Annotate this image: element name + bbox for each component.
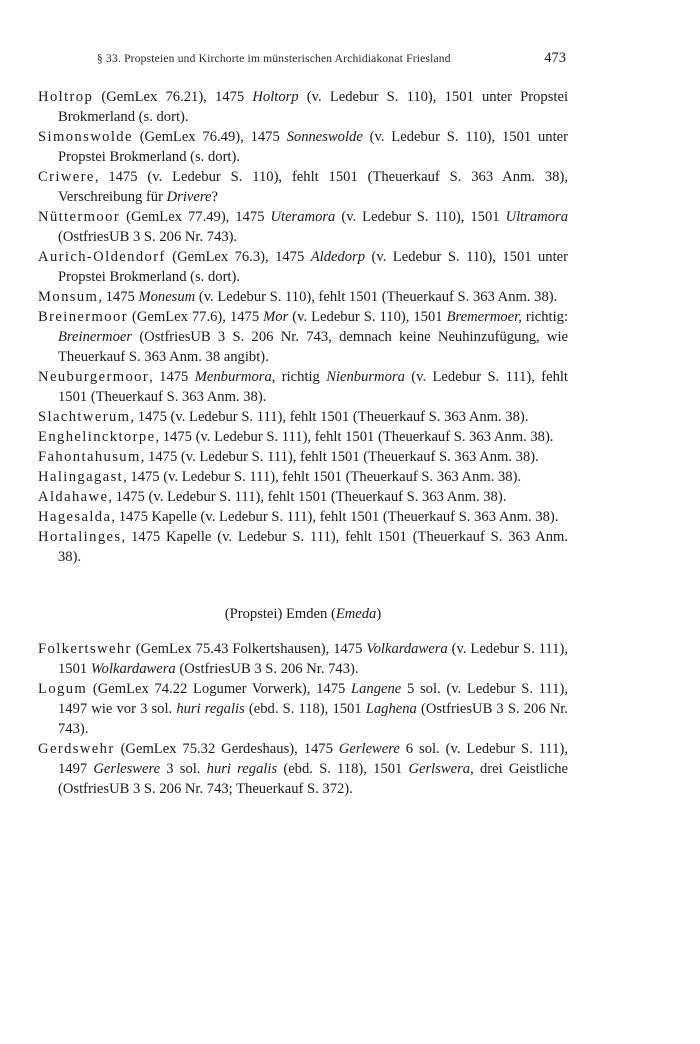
entry-list-bottom <box>38 639 568 799</box>
italic-text: Monesum <box>138 289 196 305</box>
italic-text: Gerlewere <box>338 741 400 757</box>
entry-text: (v. Ledebur S. 111), fehlt 1501 (Theuerkauf S. 363 Anm. 38). <box>58 369 568 405</box>
place-name: Holtrop <box>38 89 94 105</box>
italic-text: Menburmora <box>194 369 272 385</box>
place-entry <box>38 307 568 367</box>
place-entry <box>38 247 568 287</box>
place-entry <box>38 487 568 507</box>
entry-text: (v. Ledebur S. 110), 1501 unter Propstei Brokmerland (s. dort). <box>58 249 568 285</box>
entry-text: (GemLex 76.21), 1475 <box>93 89 253 105</box>
place-name: Logum <box>38 681 88 697</box>
entry-text: (v. Ledebur S. 110), 1501 <box>335 209 506 225</box>
place-entry <box>38 407 568 427</box>
entry-text: , 1475 Kapelle (v. Ledebur S. 111), fehlt 1501 (Theuerkauf S. 363 Anm. 38). <box>111 509 559 525</box>
entry-text: (GemLex 74.22 Logumer Vorwerk), 1475 <box>87 681 352 697</box>
place-entry <box>38 507 568 527</box>
italic-text: Gerlswera, <box>408 761 474 777</box>
entry-text: , 1475 (v. Ledebur S. 111), fehlt 1501 (Theuerkauf S. 363 Anm. 38). <box>123 469 522 485</box>
italic-text: Uteramora <box>270 209 336 225</box>
entry-text: , richtig <box>271 369 327 385</box>
entry-text: ? <box>211 189 218 205</box>
entry-text: , 1475 (v. Ledebur S. 111), fehlt 1501 (Theuerkauf S. 363 Anm. 38). <box>140 449 539 465</box>
place-entry <box>38 367 568 407</box>
entry-text: , 1475 Kapelle (v. Ledebur S. 111), fehlt 1501 (Theuerkauf S. 363 Anm. 38). <box>58 529 568 565</box>
entry-text: 3 sol. <box>160 761 207 777</box>
italic-text: Holtorp <box>252 89 299 105</box>
place-name: Hortalinges <box>38 529 122 545</box>
place-name: Gerdswehr <box>38 741 115 757</box>
entry-text: (v. Ledebur S. 110), 1501 unter Propstei Brokmerland (s. dort). <box>58 89 568 125</box>
entry-text: (v. Ledebur S. 111), 1501 <box>58 641 568 677</box>
place-name: Enghelincktorpe <box>38 429 156 445</box>
entry-text: richtig: <box>521 309 568 325</box>
place-entry <box>38 527 568 567</box>
entry-text: (OstfriesUB 3 S. 206 Nr. 743). <box>58 701 568 737</box>
place-name: Simonswolde <box>38 129 133 145</box>
entry-text: (GemLex 76.3), 1475 <box>165 249 311 265</box>
italic-text: Drivere <box>166 189 212 205</box>
italic-text: Aldedorp <box>310 249 366 265</box>
italic-text: Ultramora <box>505 209 568 225</box>
entry-text: , 1475 (v. Ledebur S. 110), fehlt 1501 (Theuerkauf S. 363 Anm. 38), Verschreibung für <box>58 169 568 205</box>
italic-text: huri regalis <box>176 701 245 717</box>
entry-text: (OstfriesUB 3 S. 206 Nr. 743, demnach keine Neuhinzufügung, wie Theuerkauf S. 363 Anm. 38 angibt). <box>58 329 568 365</box>
italic-text: Nienburmora <box>326 369 405 385</box>
place-entry <box>38 87 568 127</box>
place-name: Halingagast <box>38 469 124 485</box>
place-name: Hagesalda <box>38 509 112 525</box>
italic-text: Gerleswere <box>93 761 161 777</box>
place-entry <box>38 167 568 207</box>
page-number: 473 <box>544 50 566 66</box>
italic-text: Bremermoer, <box>446 309 522 325</box>
entry-text: (GemLex 77.6), 1475 <box>127 309 264 325</box>
entry-text: , 1475 (v. Ledebur S. 111), fehlt 1501 (Theuerkauf S. 363 Anm. 38). <box>155 429 554 445</box>
italic-text: Langene <box>351 681 402 697</box>
section-heading <box>38 604 568 624</box>
place-name: Folkertswehr <box>38 641 132 657</box>
place-entry <box>38 207 568 247</box>
place-name: Monsum <box>38 289 99 305</box>
entry-text: (GemLex 77.49), 1475 <box>120 209 271 225</box>
place-entry <box>38 467 568 487</box>
entry-text: (OstfriesUB 3 S. 206 Nr. 743). <box>58 229 238 245</box>
place-entry <box>38 287 568 307</box>
entry-text: , 1475 (v. Ledebur S. 111), fehlt 1501 (Theuerkauf S. 363 Anm. 38). <box>130 409 529 425</box>
place-entry <box>38 427 568 447</box>
place-name: Nüttermoor <box>38 209 121 225</box>
entry-list-top <box>38 87 568 567</box>
italic-text: Laghena <box>365 701 417 717</box>
page-header <box>38 50 566 72</box>
entry-text: 5 sol. (v. Ledebur S. 111), 1497 wie vor 3 sol. <box>58 681 568 717</box>
place-name: Aurich-Oldendorf <box>38 249 166 265</box>
entry-text: (v. Ledebur S. 110), 1501 <box>288 309 447 325</box>
italic-text: Volkardawera <box>366 641 448 657</box>
entry-text: (GemLex 75.43 Folkertshausen), 1475 <box>131 641 367 657</box>
section-heading-suffix: ) <box>376 606 382 622</box>
place-entry <box>38 447 568 467</box>
italic-text: Sonneswolde <box>286 129 363 145</box>
entry-text: (v. Ledebur S. 110), fehlt 1501 (Theuerkauf S. 363 Anm. 38). <box>195 289 558 305</box>
italic-text: Wolkardawera <box>90 661 176 677</box>
entry-text: drei Geistliche (OstfriesUB 3 S. 206 Nr. 743; Theuerkauf S. 372). <box>58 761 568 797</box>
entry-text: , 1475 <box>98 289 139 305</box>
italic-text: Breinermoer <box>58 329 133 345</box>
place-name: Aldahawe <box>38 489 109 505</box>
entry-text: (GemLex 75.32 Gerdeshaus), 1475 <box>114 741 339 757</box>
place-name: Slachtwerum <box>38 409 131 425</box>
entry-text: (ebd. S. 118), 1501 <box>244 701 366 717</box>
place-name: Neuburgermoor <box>38 369 150 385</box>
page-body <box>38 87 568 799</box>
place-name: Breinermoor <box>38 309 128 325</box>
section-heading-prefix: (Propstei) Emden ( <box>224 606 336 622</box>
entry-text: (v. Ledebur S. 110), 1501 unter Propstei Brokmerland (s. dort). <box>58 129 568 165</box>
entry-text: , 1475 (v. Ledebur S. 111), fehlt 1501 (Theuerkauf S. 363 Anm. 38). <box>108 489 507 505</box>
place-entry <box>38 679 568 739</box>
italic-text: Mor <box>263 309 289 325</box>
place-entry <box>38 639 568 679</box>
entry-text: (ebd. S. 118), 1501 <box>277 761 409 777</box>
section-heading-italic: Emeda <box>335 606 377 622</box>
place-entry <box>38 127 568 167</box>
place-entry <box>38 739 568 799</box>
place-name: Fahontahusum <box>38 449 141 465</box>
entry-text: (OstfriesUB 3 S. 206 Nr. 743). <box>175 661 359 677</box>
entry-text: (GemLex 76.49), 1475 <box>132 129 287 145</box>
entry-text: , 1475 <box>149 369 195 385</box>
running-head: § 33. Propsteien und Kirchorte im münsterischen Archidiakonat Friesland <box>97 53 451 65</box>
entry-text: 6 sol. (v. Ledebur S. 111), 1497 <box>58 741 568 777</box>
italic-text: huri regalis <box>206 761 278 777</box>
place-name: Criwere <box>38 169 95 185</box>
